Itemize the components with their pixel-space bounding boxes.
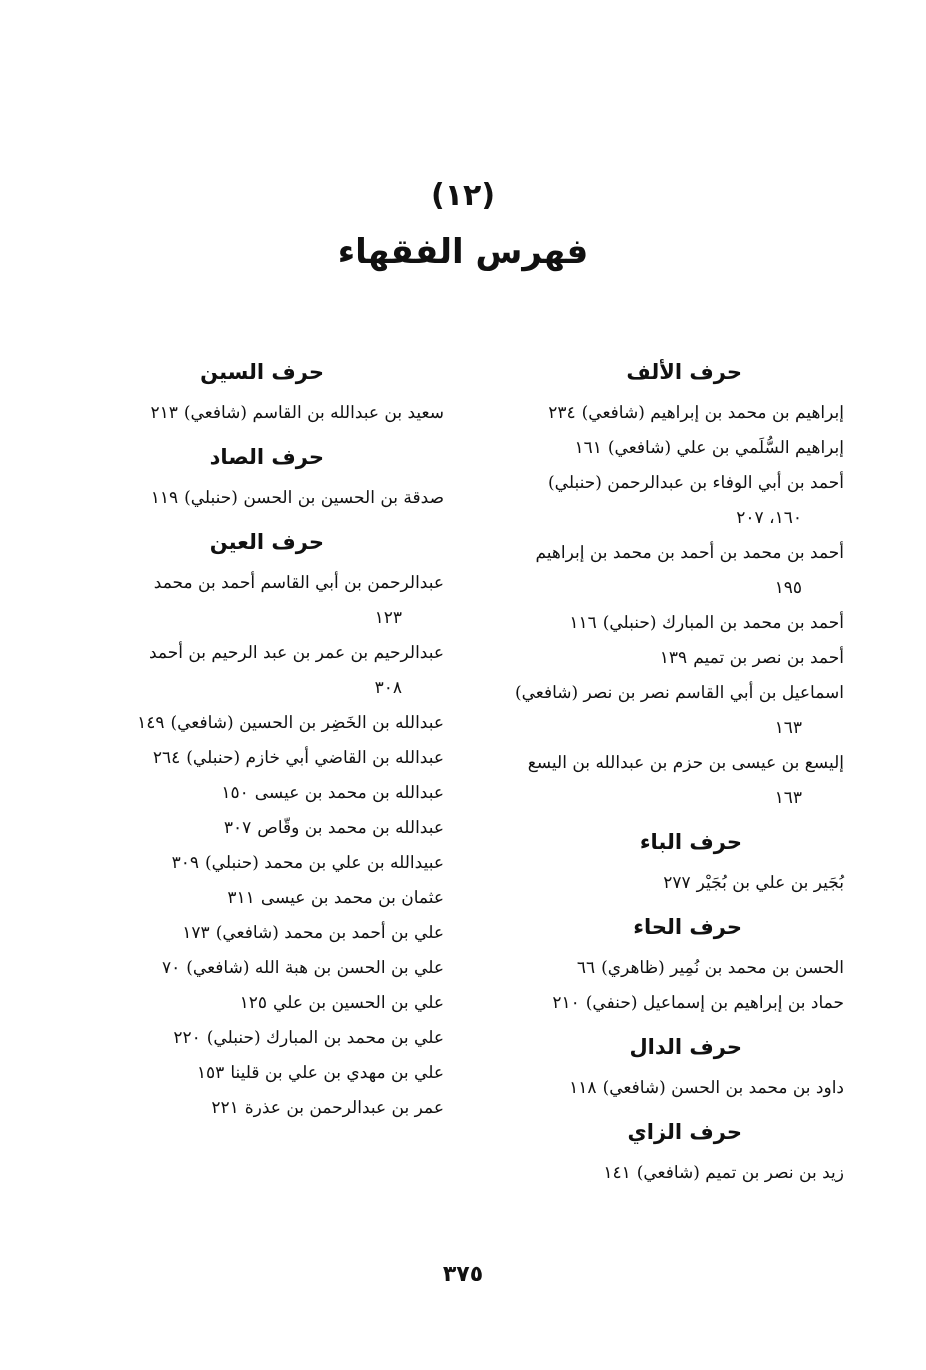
index-entry: [494, 866, 844, 901]
index-entry: [84, 1056, 444, 1091]
jurist-name: أحمد بن محمد بن المبارك (حنبلي): [602, 613, 844, 633]
jurist-name: أحمد بن أبي الوفاء بن عبدالرحمن (حنبلي): [548, 473, 844, 493]
letter-section: [84, 445, 444, 516]
jurist-name: عمر بن عبدالرحمن بن عذرة: [244, 1098, 444, 1118]
page-refs: ١٣٩: [659, 648, 688, 668]
jurist-name: أحمد بن نصر بن تميم: [693, 648, 844, 668]
jurist-name: أحمد بن محمد بن أحمد بن محمد بن إبراهيم: [535, 543, 844, 563]
jurist-name: الحسن بن محمد بن نُمِير (ظاهري): [601, 958, 844, 978]
index-entry: [494, 746, 844, 816]
jurist-name: علي بن الحسن بن هبة الله (شافعي): [186, 958, 444, 978]
jurist-name: إبراهيم بن محمد بن إبراهيم (شافعي): [581, 403, 844, 423]
index-title: فهرس الفقهاء: [337, 232, 589, 272]
index-entry: [84, 741, 444, 776]
index-number: (١٢): [430, 178, 496, 213]
page-refs: ٢١٠: [552, 993, 580, 1013]
index-entry: [84, 636, 444, 706]
section-heading: حرف السين: [200, 360, 324, 384]
page-refs: ٢١٣: [150, 403, 178, 423]
page-refs: ١٦٣: [774, 788, 802, 808]
index-entry: [84, 481, 444, 516]
index-entry: [84, 566, 444, 636]
jurist-name: علي بن مهدي بن علي بن قلينا: [230, 1063, 444, 1083]
jurist-name: اسماعيل بن أبي القاسم نصر بن نصر (شافعي): [514, 683, 844, 703]
page-refs: ١١٦: [569, 613, 597, 633]
jurist-name: إبراهيم السُّلَمي بن علي (شافعي): [607, 438, 844, 458]
page-refs: ١١٨: [569, 1078, 597, 1098]
index-entry: [494, 466, 844, 536]
index-entry: [84, 951, 444, 986]
jurist-name: عثمان بن محمد بن عيسى: [260, 888, 444, 908]
section-heading: حرف الصاد: [209, 445, 324, 469]
page-refs: ١٦٣: [774, 718, 802, 738]
letter-section: [494, 830, 844, 901]
letter-section: [494, 915, 844, 1021]
jurist-name: عبدالله بن القاضي أبي خازم (حنبلي): [186, 748, 444, 768]
page-refs: ١١٩: [150, 488, 179, 508]
entry-list: [494, 1071, 844, 1106]
entry-list: [494, 396, 844, 816]
entry-list: [84, 481, 444, 516]
jurist-name: بُجَير بن علي بن بُجَيْر: [696, 873, 844, 893]
letter-section: [494, 1120, 844, 1191]
index-entry: [84, 776, 444, 811]
index-entry: [494, 641, 844, 676]
index-entry: [84, 986, 444, 1021]
page-refs: ١٦٠، ٢٠٧: [736, 508, 802, 528]
page-refs: ١٢٣: [374, 608, 402, 628]
jurist-name: عبدالرحيم بن عمر بن عبد الرحيم بن أحمد: [148, 643, 444, 663]
index-entry: [84, 881, 444, 916]
jurist-name: عبدالله بن محمد بن وقّاص: [257, 818, 444, 838]
index-entry: [494, 986, 844, 1021]
page-refs: ٢٢٠: [173, 1028, 201, 1048]
jurist-name: داود بن محمد بن الحسن (شافعي): [602, 1078, 844, 1098]
entry-list: [494, 951, 844, 1021]
page-refs: ٢٣٤: [548, 403, 576, 423]
entry-list: [84, 396, 444, 431]
page-refs: ١٥٠: [221, 783, 249, 803]
page-refs: ٣٠٧: [223, 818, 252, 838]
page-refs: ٦٦: [576, 958, 596, 978]
index-entry: [494, 951, 844, 986]
index-entry: [494, 606, 844, 641]
index-entry: [84, 1091, 444, 1126]
entry-list: [84, 566, 444, 1126]
page-refs: ١٥٣: [196, 1063, 225, 1083]
page-refs: ١٢٥: [239, 993, 268, 1013]
jurist-name: عبدالله بن محمد بن عيسى: [254, 783, 444, 803]
jurist-name: عبيدالله بن علي بن محمد (حنبلي): [205, 853, 444, 873]
section-heading: حرف العين: [209, 530, 324, 554]
jurist-name: علي بن محمد بن المبارك (حنبلي): [206, 1028, 444, 1048]
page-refs: ٣٠٨: [374, 678, 402, 698]
index-entry: [494, 396, 844, 431]
letter-section: [494, 1035, 844, 1106]
jurist-name: صدقة بن الحسين بن الحسن (حنبلي): [184, 488, 444, 508]
letter-section: [84, 530, 444, 1126]
index-entry: [84, 916, 444, 951]
jurist-name: سعيد بن عبدالله بن القاسم (شافعي): [183, 403, 444, 423]
section-heading: حرف الحاء: [633, 915, 742, 939]
jurist-name: حماد بن إبراهيم بن إسماعيل (حنفي): [585, 993, 844, 1013]
jurist-name: زيد بن نصر بن تميم (شافعي): [636, 1163, 844, 1183]
index-entry: [84, 1021, 444, 1056]
index-entry: [494, 676, 844, 746]
letter-section: [494, 360, 844, 816]
index-entry: [494, 431, 844, 466]
jurist-name: علي بن الحسين بن علي: [273, 993, 444, 1013]
section-heading: حرف الزاي: [627, 1120, 742, 1144]
page-refs: ٢٢١: [211, 1098, 239, 1118]
page-refs: ٢٦٤: [152, 748, 181, 768]
right-column: [494, 360, 844, 1205]
page-refs: ١٤٩: [137, 713, 165, 733]
section-heading: حرف الألف: [626, 360, 742, 384]
page-refs: ٣١١: [227, 888, 255, 908]
letter-section: [84, 360, 444, 431]
index-entry: [494, 1156, 844, 1191]
page-refs: ٣٠٩: [171, 853, 200, 873]
page-refs: ١٤١: [603, 1163, 631, 1183]
index-entry: [494, 1071, 844, 1106]
index-entry: [84, 846, 444, 881]
jurist-name: إليسع بن عيسى بن حزم بن عبدالله بن اليسع: [527, 753, 844, 773]
index-entry: [84, 706, 444, 741]
index-entry: [84, 396, 444, 431]
entry-list: [494, 866, 844, 901]
page-number: ٣٧٥: [442, 1262, 484, 1287]
jurist-name: علي بن أحمد بن محمد (شافعي): [215, 923, 444, 943]
index-entry: [494, 536, 844, 606]
page-refs: ١٩٥: [774, 578, 802, 598]
page-refs: ٧٠: [162, 958, 181, 978]
jurist-name: عبدالرحمن بن أبي القاسم أحمد بن محمد: [153, 573, 444, 593]
page-refs: ١٧٣: [182, 923, 210, 943]
entry-list: [494, 1156, 844, 1191]
section-heading: حرف الباء: [639, 830, 742, 854]
section-heading: حرف الدال: [629, 1035, 742, 1059]
index-entry: [84, 811, 444, 846]
page-refs: ١٦١: [574, 438, 602, 458]
jurist-name: عبدالله بن الخَضِر بن الحسين (شافعي): [170, 713, 444, 733]
page-refs: ٢٧٧: [663, 873, 691, 893]
left-column: [84, 360, 444, 1140]
